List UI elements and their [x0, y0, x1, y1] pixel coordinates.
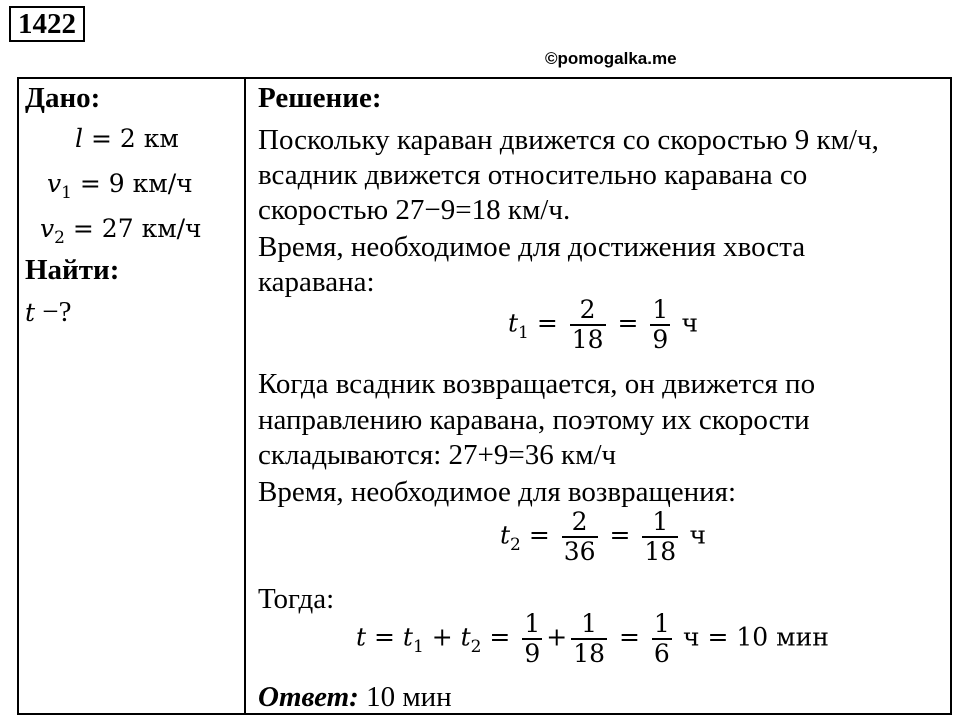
formula-t2 — [500, 508, 706, 566]
fraction-denominator: 9 — [524, 639, 541, 668]
fraction-numerator: 1 — [581, 609, 598, 638]
length-unit: км — [143, 124, 179, 153]
answer-value: 10 мин — [358, 681, 452, 713]
formula-var: t — [356, 622, 367, 652]
formula-plus: + — [423, 622, 461, 652]
formula-sub: 1 — [412, 636, 424, 657]
formula-eq: = — [609, 308, 647, 338]
v1-unit: км/ч — [132, 169, 193, 198]
formula-eq: = — [601, 520, 639, 550]
fraction — [571, 610, 607, 668]
watermark: ©pomogalka.me — [545, 49, 677, 68]
fraction-numerator: 1 — [652, 507, 669, 536]
formula-unit: ч — [681, 308, 699, 338]
find-rest: −? — [35, 296, 72, 328]
fraction-denominator: 18 — [571, 325, 604, 354]
formula-var: t — [500, 520, 511, 550]
solution-text-line: складываются: 27+9=36 км/ч — [258, 439, 617, 471]
fraction-numerator: 1 — [524, 609, 541, 638]
fraction — [650, 296, 670, 354]
fraction-numerator: 2 — [579, 295, 596, 324]
find-target — [25, 295, 72, 330]
fraction — [562, 508, 598, 566]
solution-text-line: Когда всадник возвращается, он движется по — [258, 368, 816, 400]
v2-unit: км/ч — [141, 214, 202, 243]
fraction — [642, 508, 678, 566]
fraction — [570, 296, 606, 354]
formula-unit: ч — [683, 622, 700, 652]
formula-eq: = — [481, 622, 519, 652]
v1-var: v — [47, 169, 62, 198]
fraction-denominator: 36 — [563, 537, 596, 566]
formula-result: = 10 мин — [699, 622, 829, 652]
fraction — [652, 610, 672, 668]
length-eq: = 2 — [83, 124, 144, 153]
answer — [258, 680, 452, 714]
column-divider — [244, 77, 246, 715]
formula-eq: = — [520, 520, 558, 550]
fraction-denominator: 9 — [652, 325, 669, 354]
formula-unit: ч — [689, 520, 706, 550]
solution-text-line: Время, необходимое для достижения хвоста — [258, 231, 806, 263]
formula-sub: 2 — [510, 534, 521, 555]
v2-eq: = 27 — [64, 214, 142, 243]
formula-t1 — [508, 296, 698, 354]
solution-text-line: направлению каравана, поэтому их скорости — [258, 404, 810, 436]
then-label: Тогда: — [258, 583, 335, 615]
formula-var: t — [508, 308, 519, 338]
solution-heading: Решение: — [258, 82, 382, 114]
given-v1 — [47, 166, 193, 204]
formula-sub: 1 — [518, 322, 529, 343]
v2-var: v — [40, 214, 55, 243]
given-length — [75, 121, 179, 156]
answer-label: Ответ: — [258, 681, 359, 713]
formula-eq: = — [366, 622, 403, 652]
v1-eq: = 9 — [71, 169, 133, 198]
problem-number: 1422 — [9, 6, 85, 42]
v2-sub: 2 — [54, 228, 65, 248]
length-var: l — [75, 124, 83, 153]
formula-eq: = — [611, 622, 648, 652]
formula-eq: = — [528, 308, 566, 338]
solution-text-line: Поскольку караван движется со скоростью 9 км/ч, — [258, 124, 879, 156]
given-v2 — [40, 211, 202, 249]
find-var: t — [25, 298, 36, 327]
fraction-denominator: 6 — [653, 639, 670, 668]
solution-text-line: всадник движется относительно каравана со — [258, 159, 808, 191]
formula-sub: 2 — [470, 636, 482, 657]
formula-var: t — [460, 622, 471, 652]
given-heading: Дано: — [25, 82, 101, 114]
formula-var: t — [402, 622, 413, 652]
fraction-numerator: 2 — [571, 507, 588, 536]
v1-sub: 1 — [61, 183, 72, 203]
solution-text-line: каравана: — [258, 266, 375, 298]
solution-text-line: Время, необходимое для возвращения: — [258, 476, 737, 508]
find-heading: Найти: — [25, 254, 120, 286]
fraction-numerator: 1 — [652, 295, 669, 324]
fraction-denominator: 18 — [573, 639, 605, 668]
formula-total — [356, 610, 829, 668]
solution-text-line: скоростью 27−9=18 км/ч. — [258, 194, 571, 226]
formula-plus: + — [546, 622, 568, 652]
fraction-denominator: 18 — [644, 537, 677, 566]
fraction-numerator: 1 — [653, 609, 670, 638]
fraction — [522, 610, 542, 668]
